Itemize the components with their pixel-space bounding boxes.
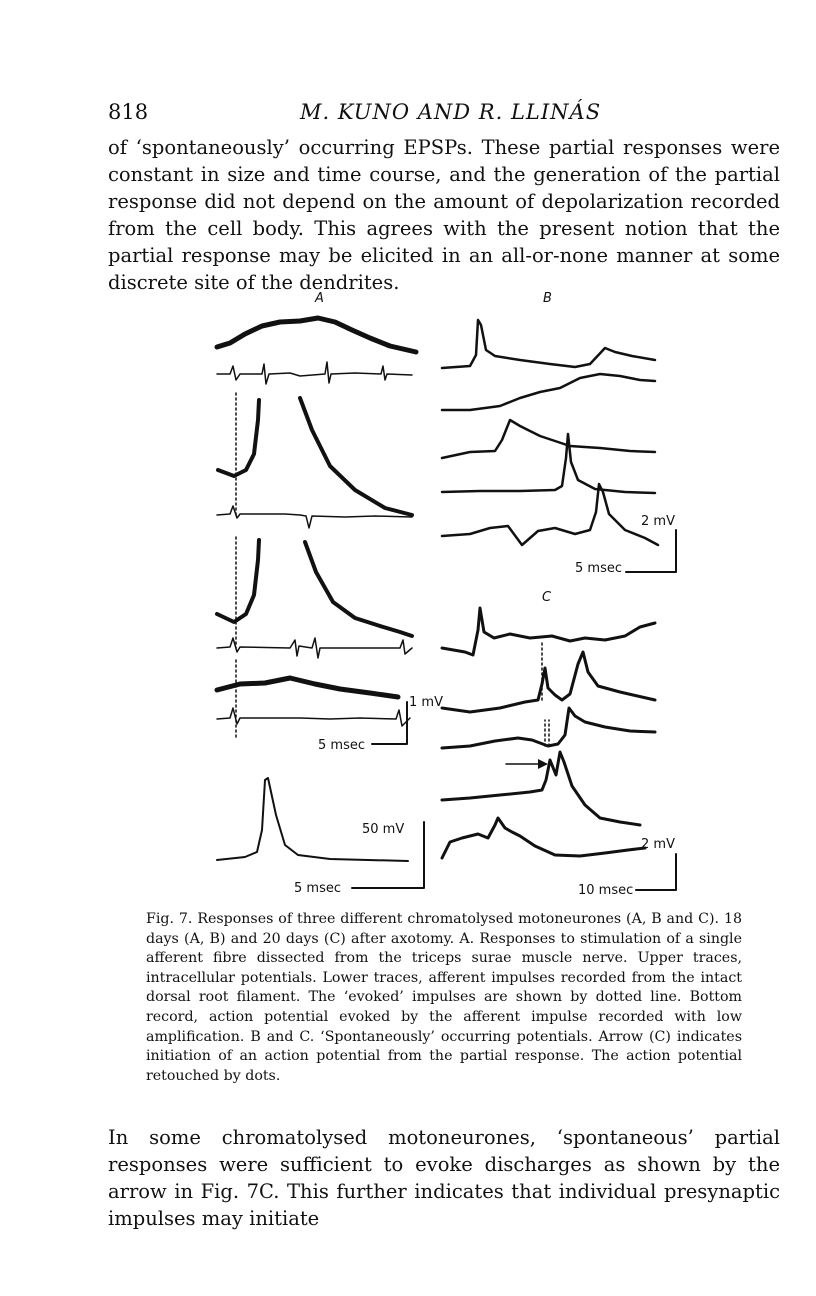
page-number: 818 <box>108 100 149 124</box>
trace-a1-lower <box>217 362 412 384</box>
panel-label-c: C <box>542 590 552 605</box>
scale-bar-c <box>636 854 676 890</box>
scale-label-c-voltage: 2 mV <box>641 837 675 852</box>
scale-label-a-voltage: 1 mV <box>409 695 443 710</box>
scale-label-a-bottom-time: 5 msec <box>294 881 341 896</box>
trace-b2 <box>442 374 655 410</box>
scale-label-a-time: 5 msec <box>318 738 365 753</box>
trace-c3 <box>442 708 655 748</box>
trace-a4-lower <box>217 708 410 726</box>
running-head: M. KUNO AND R. LLINÁS <box>300 100 602 124</box>
scale-label-c-time: 10 msec <box>578 883 634 898</box>
scale-label-a-bottom-voltage: 50 mV <box>362 822 405 837</box>
figure-caption: Fig. 7. Responses of three different chromatolysed motoneurones (A, B and C). 18 days (A, B) and 20 days (C) after axotomy. A. Responses to stimulation of a single afferent fibre dissected from the triceps surae muscle nerve. Upper traces, intracellular potentials. Lower traces, afferent impulses recorded from the intact dorsal root filament. The ‘evoked’ impulses are shown by dotted line. Bottom record, action potential evoked by the afferent impulse recorded with low amplification. B and C. ‘Spontaneously’ occurring potentials. Arrow (C) indicates initiation of an action potential from the partial response. The action potential retouched by dots. <box>146 911 742 1084</box>
body-paragraph-2: In some chromatolysed motoneurones, ‘spontaneous’ partial responses were sufficient to evoke discharges as shown by the arrow in Fig. 7C. This further indicates that individual presynaptic impulses may initiate <box>108 1126 780 1230</box>
trace-a3-upper <box>217 540 412 636</box>
trace-c1 <box>442 608 655 655</box>
trace-c-retouch-dots <box>542 640 549 746</box>
trace-a2-upper <box>218 398 412 515</box>
trace-c2 <box>442 652 655 712</box>
trace-a1-upper <box>217 318 416 352</box>
arrow-c-head <box>538 759 548 769</box>
trace-b4 <box>442 434 655 493</box>
trace-b1 <box>442 320 655 368</box>
trace-c5 <box>442 818 645 858</box>
trace-a-action-potential <box>217 778 408 861</box>
scale-bar-b <box>626 530 676 572</box>
scale-label-b-voltage: 2 mV <box>641 514 675 529</box>
panel-label-b: B <box>543 291 552 306</box>
scale-label-b-time: 5 msec <box>575 561 622 576</box>
trace-a4-upper <box>217 678 398 697</box>
body-paragraph-1: of ‘spontaneously’ occurring EPSPs. These partial responses were constant in size and time course, and the generation of the partial response did not depend on the amount of depolarization recorded from the cell body. This agrees with the present notion that the partial response may be elicited in an all-or-none manner at some discrete site of the dendrites. <box>108 136 780 294</box>
trace-a3-lower <box>217 638 412 658</box>
trace-b3 <box>442 420 655 458</box>
trace-a2-lower <box>217 506 412 528</box>
panel-label-a: A <box>315 291 324 306</box>
